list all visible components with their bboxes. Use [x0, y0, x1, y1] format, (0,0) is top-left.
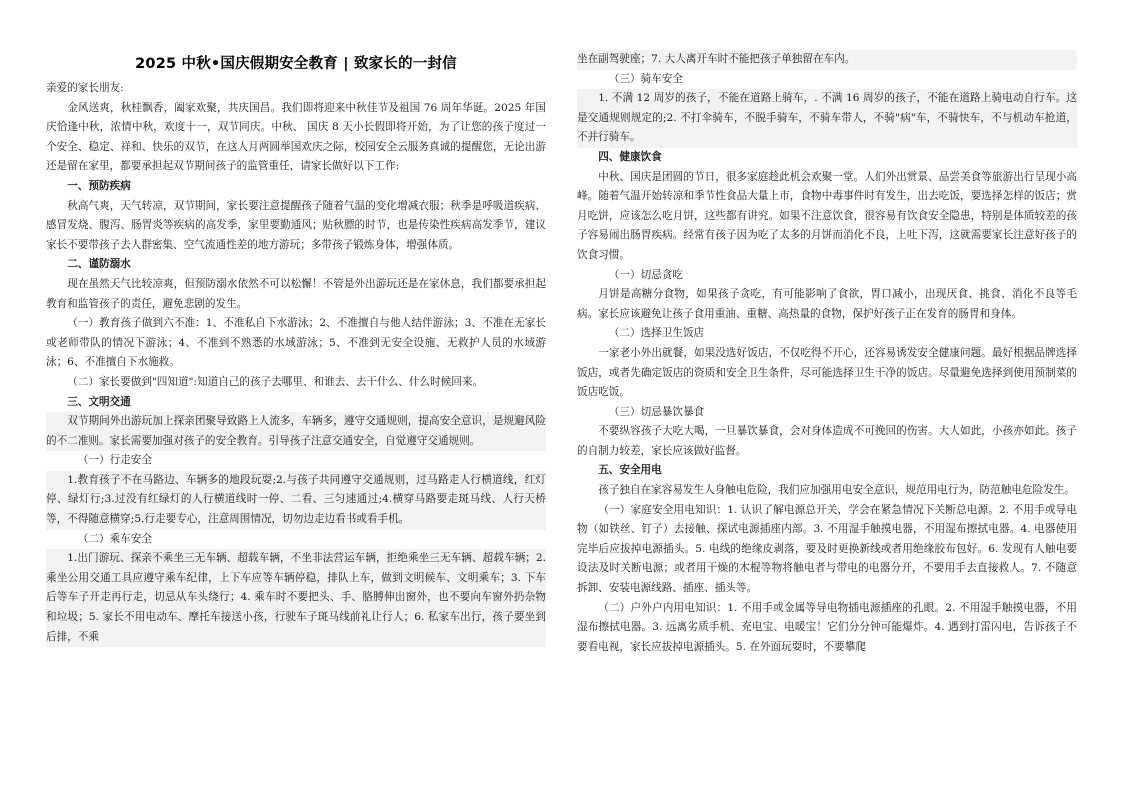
- section-heading-diet: 四、健康饮食: [598, 150, 662, 163]
- traffic-paragraph: 双节期间外出游玩加上探亲团聚导致路上人流多，车辆多，遵守交通规则，提高安全意识，是规避风险的不二准则。家长需要加强对孩子的安全教育。引导孩子注意交通安全，自觉遵守交通规则。: [46, 412, 546, 451]
- restaurant-paragraph: 一家老小外出就餐，如果没选好饭店，不仅吃得不开心，还容易诱发安全健康问题。最好根据品牌选择饭店，或者先确定饭店的资质和安全卫生条件，尽可能选择卫生干净的饭店。尽量避免选择到使用预制菜的饭店吃饭。: [577, 346, 1077, 399]
- section-heading-drowning: 二、谨防溺水: [67, 258, 131, 271]
- electricity-item-2: （二）户外户内用电知识：1. 不用手或金属等导电物插电源插座的孔眼。2. 不用湿手触摸电器，不用湿布擦拭电器。3. 远离劣质手机、充电宝、电暖宝！它们分分钟可能爆炸。4. 遇到打雷闪电，告诉孩子不要看电视，家长应拔掉电源插头。5. 在外面玩耍时，不要攀爬: [577, 601, 1077, 653]
- page-title: 2025 中秋•国庆假期安全教育 | 致家长的一封信: [135, 56, 457, 72]
- left-column: [46, 79, 546, 647]
- binge-paragraph: 不要纵容孩子大吃大喝，一旦暴饮暴食，会对身体造成不可挽回的伤害。大人如此，小孩亦如此。孩子的自制力较差，家长应该做好监督。: [577, 425, 1077, 457]
- section-heading-electricity: 五、安全用电: [598, 464, 662, 477]
- traffic-sub-walking: （一）行走安全: [77, 454, 152, 467]
- diet-sub-greed: （一）切忌贪吃: [608, 268, 683, 281]
- section-heading-traffic: 三、文明交通: [67, 395, 131, 408]
- greed-paragraph: 月饼是高糖分食物，如果孩子贪吃，有可能影响了食欲，胃口减小，出现厌食、挑食、消化不良等毛病。家长应该避免让孩子食用重油、重糖、高热量的食物，保护好孩子正在发育的肠胃和身体。: [577, 288, 1077, 320]
- drowning-item-2: （二）家长要做到"四知道":知道自己的孩子去哪里、和谁去、去干什么、什么时候回来。: [67, 375, 484, 388]
- intro-paragraph: 金风送爽，秋桂飘香，阖家欢聚，共庆国昌。我们即将迎来中秋佳节及祖国 76 周年华诞。2025 年国庆恰逢中秋，浓情中秋，欢度十一，双节同庆。中秋、 国庆 8 天小长假即将开始，为了让您的孩子度过一个安全、稳定、祥和、快乐的双节，在这人月两圆举国欢庆之际，校园安全云服务真诚的提醒您，无论出游还是留在家里，都要承担起双节期间孩子的监管重任，请家长做好以下工作:: [46, 101, 546, 173]
- right-column: [577, 50, 1077, 657]
- drowning-item-1: （一）教育孩子做到六不准：1、不准私自下水游泳；2、不准擅自与他人结伴游泳；3、不准在无家长或老师带队的情况下游泳；4、不准到不熟悉的水域游泳；5、不准到无安全设施、无救护人员的水域游泳；6、不准擅自下水施救。: [46, 317, 546, 369]
- diet-sub-restaurant: （二）选择卫生饭店: [608, 327, 705, 340]
- section-heading-disease: 一、预防疾病: [67, 179, 131, 192]
- diet-sub-binge: （三）切忌暴饮暴食: [608, 405, 705, 418]
- disease-paragraph: 秋高气爽，天气转凉，双节期间，家长要注意提醒孩子随着气温的变化增减衣服；秋季是呼吸道疾病、感冒发烧、腹泻、肠胃炎等疾病的高发季，家里要勤通风；贴秋膘的时节，也是传染性疾病高发季节，建议家长不要带孩子去人群密集、空气流通性差的地方游玩；多带孩子锻炼身体，增强体质。: [46, 199, 546, 251]
- drowning-paragraph: 现在虽然天气比较凉爽，但预防溺水依然不可以松懈！不管是外出游玩还是在家休息，我们都要承担起教育和监管孩子的责任，避免悲剧的发生。: [46, 277, 546, 310]
- traffic-sub-riding: （二）乘车安全: [77, 532, 152, 545]
- continued-line: 坐在副驾驶座；7. 大人离开车时不能把孩子单独留在车内。: [577, 50, 1077, 70]
- salutation: 亲爱的家长朋友:: [46, 82, 124, 94]
- electricity-paragraph: 孩子独自在家容易发生人身触电危险，我们应加强用电安全意识，规范用电行为，防范触电危险发生。: [598, 484, 1075, 497]
- traffic-sub-cycling: （三）骑车安全: [608, 72, 683, 85]
- electricity-item-1: （一）家庭安全用电知识：1. 认识了解电源总开关，学会在紧急情况下关断总电源。2. 不用手或导电物（如铁丝、钉子）去接触、探试电源插座内部。3. 不用湿手触摸电器，不用湿布擦拭电器。4. 电器使用完毕后应拔掉电源插头。5. 电线的绝缘皮剥落，要及时更换新线或者用绝缘胶布包好。6. 发现有人触电要设法及时关断电源；或者用干燥的木棍等物将触电者与带电的电器分开，不要用手去直接救人。7. 不随意拆卸、安装电源线路、插座、插头等。: [577, 503, 1077, 595]
- walking-paragraph: 1.教育孩子不在马路边、车辆多的地段玩耍;2.与孩子共同遵守交通规则，过马路走人行横道线，红灯停、绿灯行;3.过没有红绿灯的人行横道线时一停、二看、三匀速通过;4.横穿马路要走斑马线、人行天桥等，不得随意横穿;5.行走要专心，注意周围情况，切勿边走边看书或看手机。: [46, 471, 546, 530]
- diet-paragraph: 中秋、国庆是团圆的节日，很多家庭趁此机会欢聚一堂。人们外出赏景、品尝美食等旅游出行呈现小高峰。随着气温开始转凉和季节性食品大量上市，食物中毒事件时有发生，出去吃饭，要选择怎样的饭店；赏月吃饼，应该怎么吃月饼，这些都有讲究。如果不注意饮食，很容易有饮食安全隐患，特别是体质较差的孩子容易闹出肠胃疾病。经常有孩子因为吃了太多的月饼而消化不良，上吐下泻，这就需要家长注意好孩子的饮食习惯。: [577, 170, 1077, 261]
- cycling-paragraph: 1. 不满 12 周岁的孩子，不能在道路上骑车，. 不满 16 周岁的孩子，不能在道路上骑电动自行车。这是交通规则规定的;2. 不打伞骑车，不脱手骑车，不骑车带人，不骑"病"车，不骑快车，不与机动车抢道，不并行骑车。: [577, 89, 1077, 148]
- riding-paragraph: 1.出门游玩、探亲不乘坐三无车辆、超载车辆，不坐非法营运车辆，拒绝乘坐三无车辆、超载车辆；2. 乘坐公用交通工具应遵守乘车纪律，上下车应等车辆停稳，排队上车，做到文明候车、文明乘车；3. 下车后等车子开走再行走，切忌从车头绕行；4. 乘车时不要把头、手、胳膊伸出窗外，也不要向车窗外扔杂物和垃圾；5. 家长不用电动车、摩托车接送小孩，行驶车子斑马线前礼让行人；6. 私家车出行，孩子要坐到后排，不乘: [46, 549, 546, 647]
